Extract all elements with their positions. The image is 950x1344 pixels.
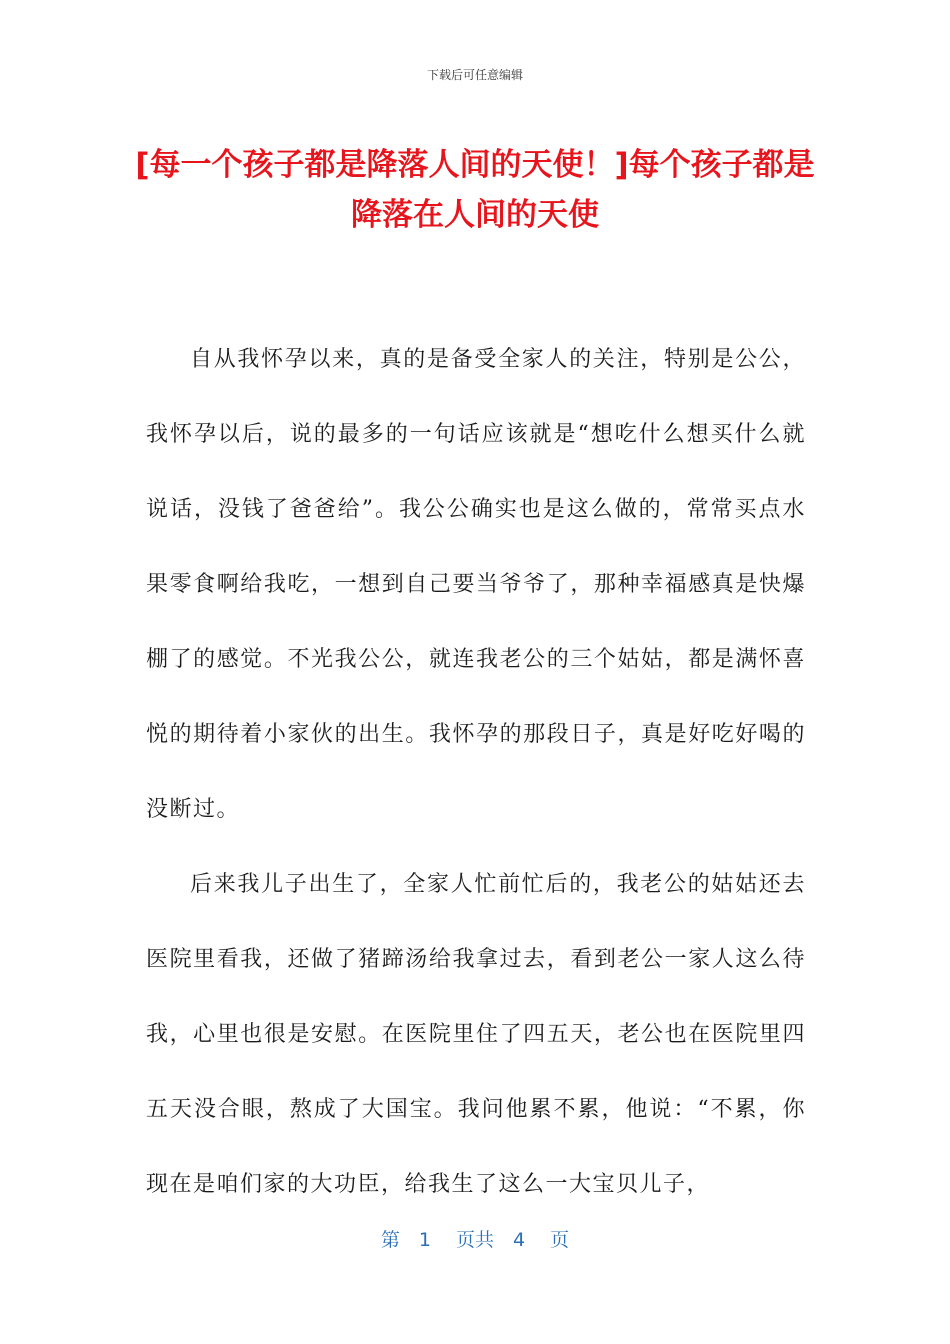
document-title: [每一个孩子都是降落人间的天使！]每个孩子都是降落在人间的天使	[135, 147, 815, 233]
header-note: 下载后可任意编辑	[426, 68, 523, 82]
paragraph-2: 后来我儿子出生了，全家人忙前忙后的，我老公的姑姑还去医院里看我，还做了猪蹄汤给我拿过去，看到老公一家人这么待我，心里也很是安慰。在医院里住了四五天，老公也在医院里四五天没合眼，熬成了大国宝。我问他累不累，他说：“不累，你现在是咱们家的大功臣，给我生了这么一大宝贝儿子，	[146, 872, 806, 1197]
paragraph-1: 自从我怀孕以来，真的是备受全家人的关注，特别是公公，我怀孕以后，说的最多的一句话应该就是“想吃什么想买什么就说话，没钱了爸爸给”。我公公确实也是这么做的，常常买点水果零食啊给我吃，一想到自己要当爷爷了，那种幸福感真是快爆棚了的感觉。不光我公公，就连我老公的三个姑姑，都是满怀喜悦的期待着小家伙的出生。我怀孕的那段日子，真是好吃好喝的没断过。	[146, 347, 806, 822]
document-body	[146, 322, 806, 1222]
page-number: 第 1 页共 4 页	[380, 1229, 570, 1251]
